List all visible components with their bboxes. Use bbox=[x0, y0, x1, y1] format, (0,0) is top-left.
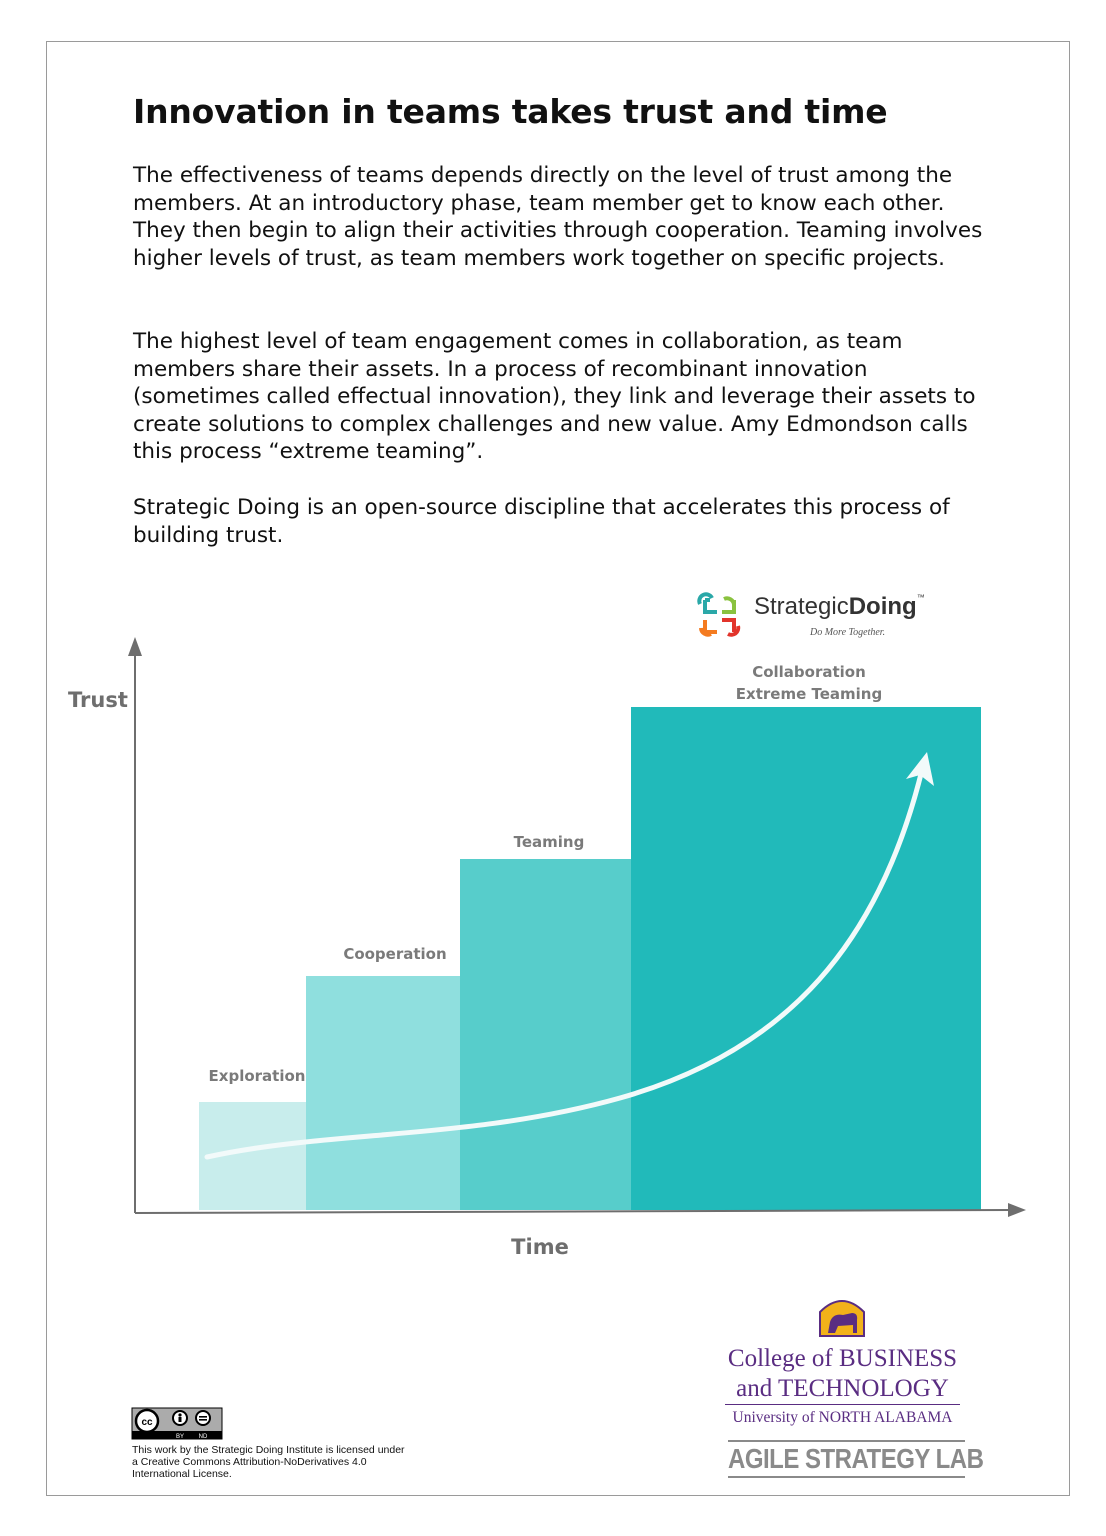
logo-name-light: Strategic bbox=[754, 593, 849, 620]
university-name: University of NORTH ALABAMA bbox=[732, 1409, 953, 1426]
x-axis bbox=[135, 1210, 1012, 1213]
college-name-line2: and TECHNOLOGY bbox=[736, 1375, 949, 1402]
stage-label-cooperation: Cooperation bbox=[343, 945, 447, 963]
strategic-doing-logo-text bbox=[754, 593, 925, 621]
x-axis-arrowhead bbox=[1008, 1203, 1026, 1217]
strategic-doing-logo-icon bbox=[699, 594, 738, 634]
x-axis-label: Time bbox=[511, 1235, 569, 1259]
stage-cooperation-block bbox=[306, 976, 460, 1210]
strategic-doing-tagline: Do More Together. bbox=[810, 627, 886, 638]
lab-rule-top bbox=[728, 1440, 965, 1442]
paragraph-intro: The effectiveness of teams depends directly on the level of trust among the members. At an introductory phase, team member get to know each other. They then begin to align their activities through cooperation. Teaming involves higher levels of trust, as team members work together on specific projects. bbox=[133, 163, 983, 271]
logo-name-bold: Doing bbox=[848, 593, 917, 620]
stage-label-exploration: Exploration bbox=[208, 1067, 306, 1085]
stage-teaming-block bbox=[460, 859, 631, 1210]
agile-strategy-lab-logo: AGILE STRATEGY LAB bbox=[728, 1444, 984, 1476]
cc-license-badge-icon bbox=[132, 1408, 222, 1440]
stage-label-teaming: Teaming bbox=[513, 833, 585, 851]
stage-label-collaboration: Collaboration bbox=[752, 663, 866, 681]
stage-label-extreme-teaming: Extreme Teaming bbox=[735, 685, 883, 703]
college-name-line1: College of BUSINESS bbox=[727, 1345, 958, 1372]
lab-rule-bottom bbox=[728, 1476, 965, 1478]
svg-text:cc: cc bbox=[141, 1417, 153, 1428]
college-divider bbox=[725, 1404, 960, 1405]
y-axis-label: Trust bbox=[68, 688, 128, 712]
logo-trademark: ™ bbox=[916, 593, 925, 602]
paragraph-collaboration: The highest level of team engagement comes in collaboration, as team members share their assets. In a process of recombinant innovation (sometimes called effectual innovation), they link and leverage their assets to create solutions to complex challenges and new value. Amy Edmondson calls this process “extreme teaming”. bbox=[133, 329, 976, 464]
stage-collaboration-block bbox=[631, 707, 981, 1210]
lion-icon bbox=[820, 1301, 864, 1336]
y-axis-arrowhead bbox=[128, 637, 142, 656]
paragraph-strategic-doing: Strategic Doing is an open-source discipline that accelerates this process of building trust. bbox=[133, 495, 950, 548]
svg-text:BY: BY bbox=[175, 1434, 185, 1440]
svg-text:ND: ND bbox=[198, 1434, 208, 1440]
page-title: Innovation in teams takes trust and time bbox=[133, 92, 888, 131]
license-text: This work by the Strategic Doing Institute is licensed under a Creative Commons Attribution-NoDerivatives 4.0 International License. bbox=[132, 1444, 405, 1480]
